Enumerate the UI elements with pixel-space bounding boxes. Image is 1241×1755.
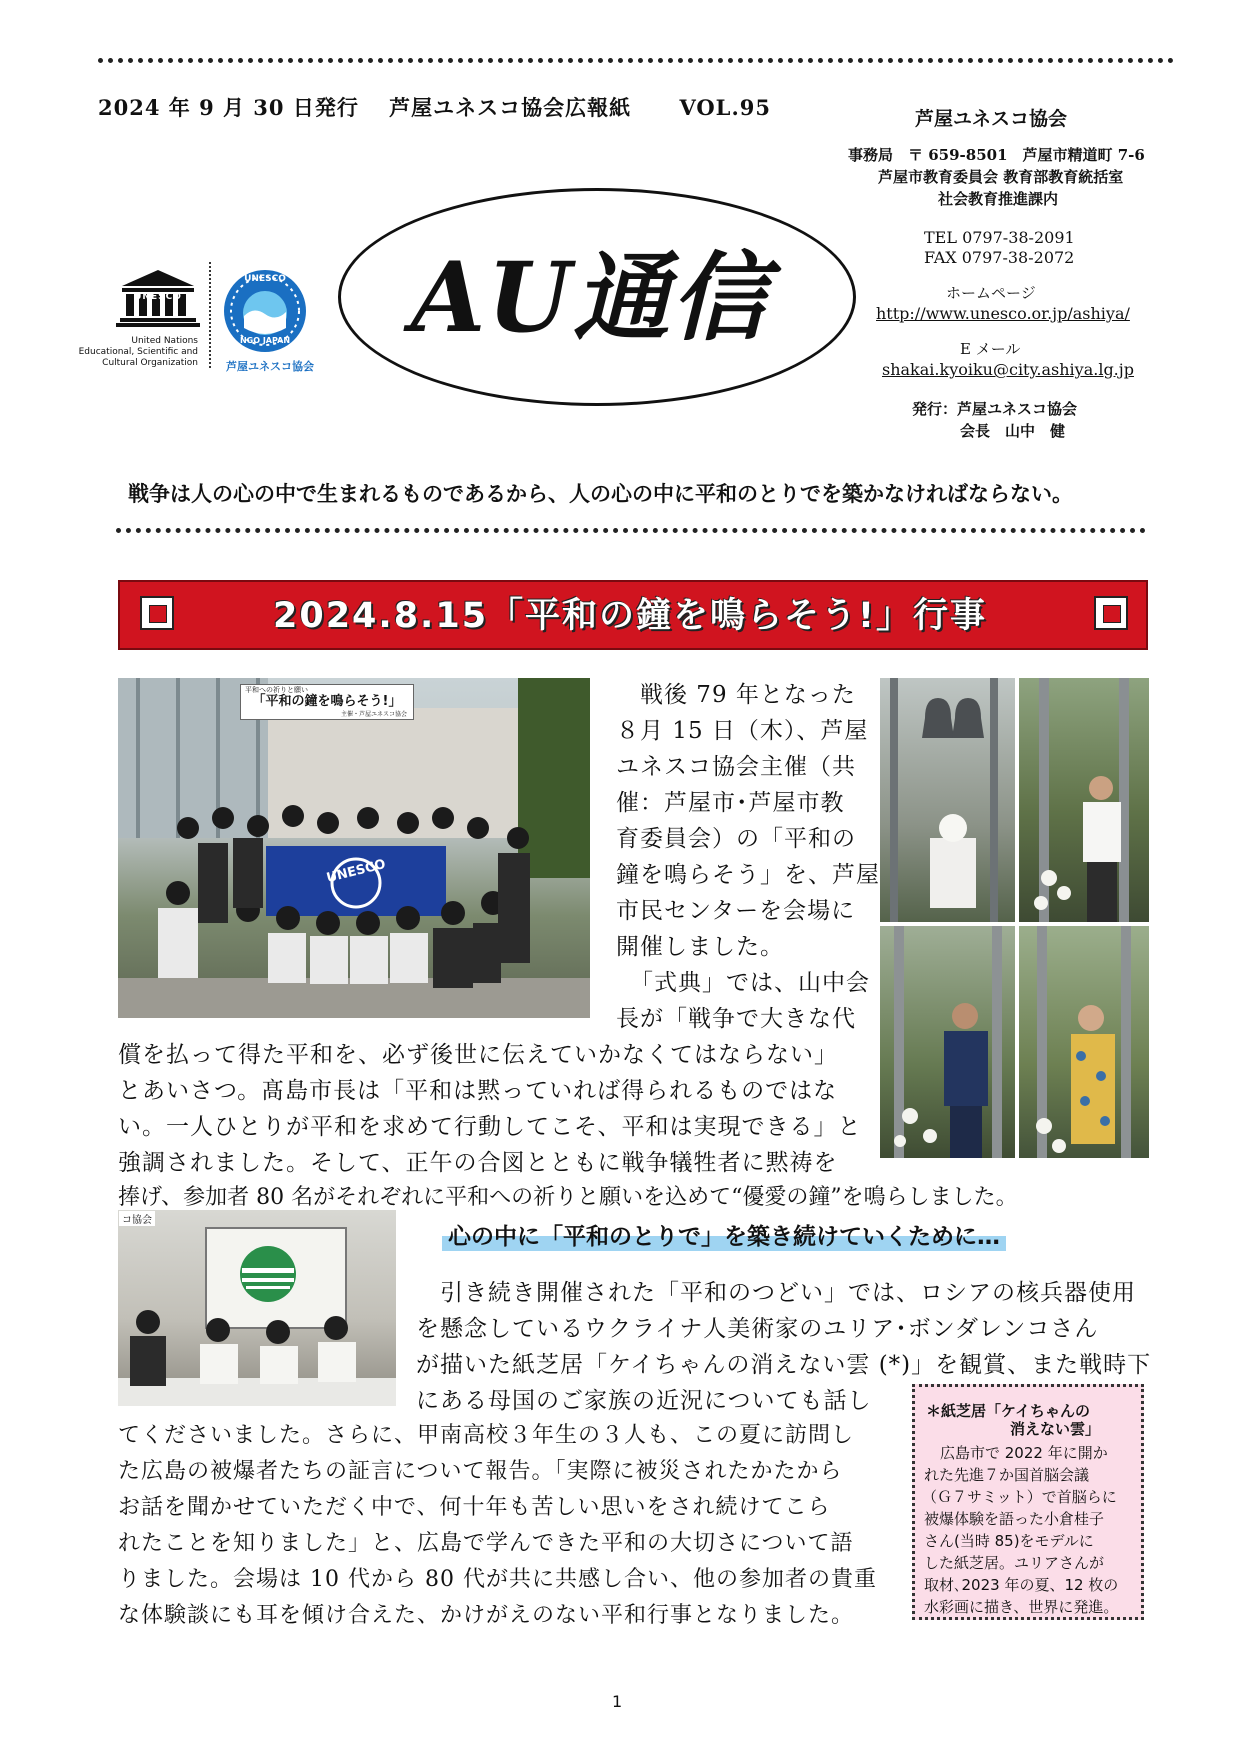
article1-line: とあいさつ。髙島市長は「平和は黙っていれば得られるものではな — [118, 1078, 838, 1104]
slogan-dotted-rule — [116, 528, 1146, 533]
bell-photo-1 — [880, 678, 1015, 922]
article1-line: 戦後 79 年となった — [640, 682, 856, 708]
issue-date: 2024 年 9 月 30 日発行 — [98, 95, 359, 120]
bell-photo-2 — [1019, 678, 1149, 922]
article2-line: な体験談にも耳を傾け合えた、かけがえのない平和行事となりました。 — [118, 1603, 855, 1628]
page-number: 1 — [612, 1692, 623, 1711]
fax-number: FAX 0797-38-2072 — [924, 248, 1075, 267]
president: 会長 山中 健 — [960, 422, 1066, 440]
article1-line: 鐘を鳴らそう」を、芦屋 — [616, 862, 880, 888]
tel-number: TEL 0797-38-2091 — [924, 228, 1075, 247]
issue-line — [98, 92, 793, 122]
article1-line: ８月 15 日（木）、芦屋 — [616, 718, 869, 744]
article1-line: ユネスコ協会主催（共 — [616, 754, 856, 780]
event-sign-line1: 平和への祈りと願い — [245, 686, 308, 694]
article2-line: お話を聞かせていただく中で、何十年も苦しい思いをされ続けてこら — [118, 1495, 831, 1520]
unesco-caption: United Nations Educational, Scientific and Cultural Organization — [78, 336, 198, 368]
footnote-line: れた先進７か国首脳会議 — [924, 1466, 1090, 1484]
footnote-line: 広島市で 2022 年に開か — [940, 1444, 1108, 1462]
office-dept1: 芦屋市教育委員会 教育部教育統括室 — [878, 168, 1124, 186]
section-subheading: 心の中に「平和のとりで」を築き続けていくために… — [442, 1218, 1006, 1251]
meeting-photo-corner-label: コ協会 — [119, 1211, 155, 1226]
article1-line: い。一人ひとりが平和を求めて行動してこそ、平和は実現できる」と — [118, 1114, 862, 1140]
office-dept2: 社会教育推進課内 — [938, 190, 1059, 208]
slogan: 戦争は人の心の中で生まれるものであるから、人の心の中に平和のとりでを築かなければならない。 — [128, 481, 1073, 506]
volume-number: VOL.95 — [679, 95, 771, 120]
footnote-line: （Ｇ７サミット）で首脳らに — [922, 1488, 1117, 1506]
bell-photo-2-scene — [1019, 678, 1149, 922]
bell-photo-4-scene — [1019, 926, 1149, 1158]
article2-line: れたことを知りました」と、広島で学んできた平和の大切さについて語 — [118, 1531, 854, 1556]
bell-photo-4 — [1019, 926, 1149, 1158]
article2-line: 引き続き開催された「平和のつどい」では、ロシアの核兵器使用 — [440, 1280, 1136, 1306]
bell-photo-3-scene — [880, 926, 1015, 1158]
article2-line: を懸念しているウクライナ人美術家のユリア･ボンダレンコさん — [416, 1316, 1099, 1342]
email-label: E メール — [960, 340, 1021, 358]
publisher: 発行：芦屋ユネスコ協会 — [912, 400, 1078, 418]
article2-line: にある母国のご家族の近況についても話し — [416, 1388, 872, 1414]
footnote-line: さん(当時 85)をモデルに — [924, 1532, 1094, 1550]
footnote-title: 消えない雲」 — [1010, 1420, 1101, 1438]
article2-line: が描いた紙芝居「ケイちゃんの消えない雲 (*)」を観賞、また戦時下 — [416, 1352, 1152, 1378]
article1-line: 強調されました。そして、正午の合図とともに戦争犠牲者に黙祷を — [118, 1150, 838, 1176]
office-address: 事務局 〒 659-8501 芦屋市精道町 7-6 — [848, 146, 1145, 164]
group-photo-scene — [118, 678, 590, 1018]
org-name: 芦屋ユネスコ協会 — [915, 108, 1068, 130]
article1-line: 捧げ、参加者 80 名がそれぞれに平和への祈りと願いを込めて“優愛の鐘”を鳴らしました。 — [118, 1185, 1018, 1210]
article1-line: 催：芦屋市･芦屋市教 — [616, 790, 845, 816]
ngo-logo-top-text: UNESCO — [244, 274, 286, 284]
homepage-label: ホームページ — [946, 284, 1036, 302]
group-photo — [118, 678, 590, 1018]
article2-line: てくださいました。さらに、甲南高校３年生の３人も、この夏に訪問し — [118, 1423, 855, 1448]
event-sign — [240, 684, 414, 720]
masthead-title: AU通信 — [410, 241, 770, 354]
bell-photo-3 — [880, 926, 1015, 1158]
homepage-link[interactable]: http://www.unesco.or.jp/ashiya/ — [876, 304, 1130, 323]
banner-square-left — [140, 596, 174, 630]
meeting-photo-scene — [118, 1210, 396, 1406]
unesco-flag-label: UNESCO — [325, 856, 388, 887]
meeting-photo — [118, 1210, 396, 1406]
ngo-logo-bottom-text: NGO JAPAN — [239, 336, 291, 345]
footnote-title: ＊紙芝居「ケイちゃんの — [926, 1402, 1090, 1420]
article2-line: た広島の被爆者たちの証言について報告。「実際に被災されたかたから — [118, 1459, 843, 1484]
article1-line: 育委員会）の「平和の — [616, 826, 856, 852]
event-sign-line3: 主催・芦屋ユネスコ協会 — [340, 711, 407, 718]
article1-line: 「式典」では、山中会 — [630, 970, 870, 996]
banner-title: 2024.8.15「平和の鐘を鳴らそう!」行事 — [272, 596, 988, 636]
email-link[interactable]: shakai.kyoiku@city.ashiya.lg.jp — [882, 360, 1134, 379]
unesco-logo-wordmark: UNESCO — [134, 292, 182, 302]
footnote-line: 被爆体験を語った小倉桂子 — [924, 1510, 1105, 1528]
logo-divider — [209, 262, 211, 368]
footnote-line: 取材､2023 年の夏、12 枚の — [924, 1576, 1119, 1594]
bell-photo-1-scene — [880, 678, 1015, 922]
article2-line: りました。会場は 10 代から 80 代が共に共感し合い、他の参加者の貴重 — [118, 1567, 877, 1592]
top-dotted-rule — [98, 58, 1174, 63]
publication-name: 芦屋ユネスコ協会広報紙 — [389, 95, 632, 120]
banner-square-right — [1094, 596, 1128, 630]
article1-line: 長が「戦争で大きな代 — [616, 1006, 856, 1032]
event-sign-line2: 「平和の鐘を鳴らそう!」 — [252, 694, 402, 709]
footnote-line: 水彩画に描き、世界に発進。 — [924, 1598, 1119, 1616]
article1-line: 開催しました。 — [616, 934, 784, 960]
article1-line: 償を払って得た平和を、必ず後世に伝えていかなくてはならない」 — [118, 1042, 838, 1068]
footnote-line: した紙芝居。ユリアさんが — [924, 1554, 1105, 1572]
article1-line: 市民センターを会場に — [616, 898, 856, 924]
ngo-caption: 芦屋ユネスコ協会 — [226, 360, 314, 373]
